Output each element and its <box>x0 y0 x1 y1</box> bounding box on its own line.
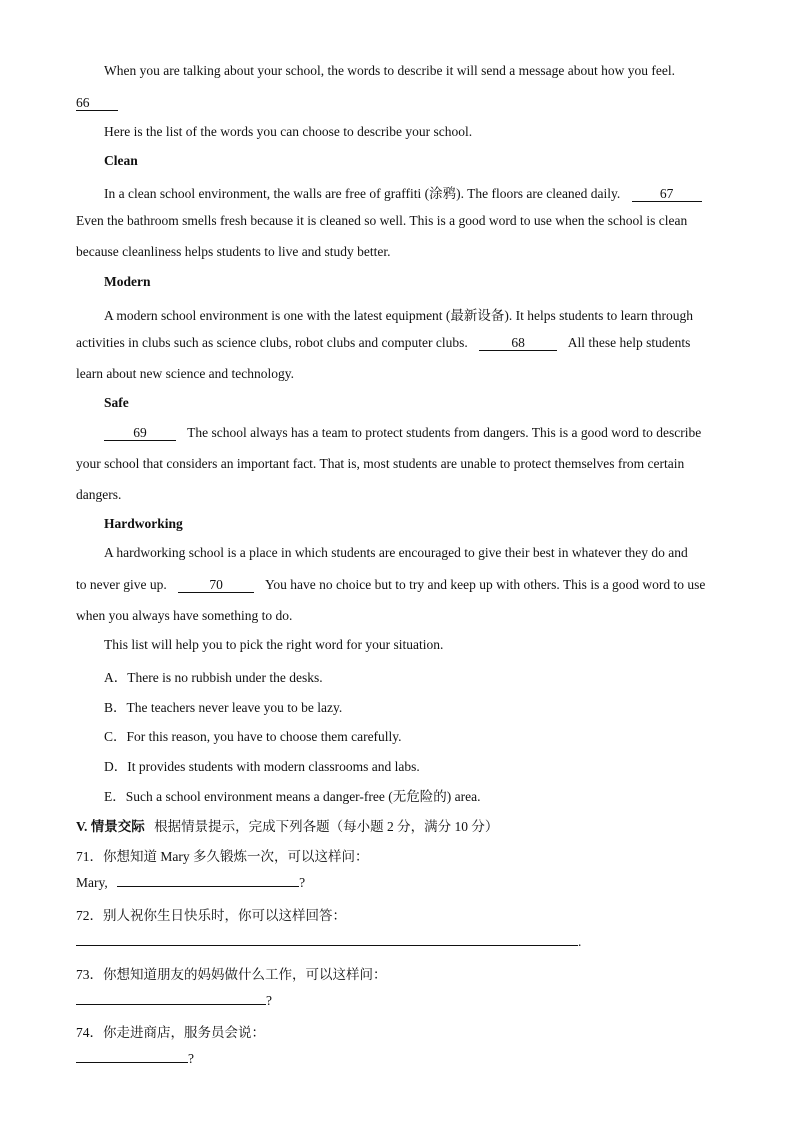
answer-field-71[interactable] <box>117 874 299 887</box>
clean-text-1: In a clean school environment, the walls are free of graffiti (涂鸦). The floors are cleaned daily. <box>104 186 621 201</box>
option-e: E．Such a school environment means a danger-free (无危险的) area. <box>104 789 481 804</box>
hardworking-line-1: A hardworking school is a place in which students are encouraged to give their best in whatever they do and <box>104 545 688 560</box>
answer-blank-66[interactable]: 66 <box>76 96 118 111</box>
answer-blank-69[interactable]: 69 <box>104 426 176 441</box>
clean-line-3: because cleanliness helps students to live and study better. <box>76 244 391 259</box>
list-intro: Here is the list of the words you can choose to describe your school. <box>104 124 473 139</box>
modern-line-1: A modern school environment is one with the latest equipment (最新设备). It helps students to learn through <box>104 308 694 323</box>
modern-text-2b: All these help students <box>567 335 691 350</box>
hardworking-text-2b: You have no choice but to try and keep up with others. This is a good word to use <box>264 577 706 592</box>
heading-modern: Modern <box>104 274 151 289</box>
hardworking-line-2 <box>76 577 705 593</box>
q72-answer-line <box>76 933 581 950</box>
clean-line-1 <box>104 182 702 202</box>
heading-hardworking: Hardworking <box>104 516 183 531</box>
q74-prompt: 74．你走进商店，服务员会说： <box>76 1025 265 1040</box>
section-5-label: V. 情景交际 <box>76 819 145 834</box>
q72-prompt: 72．别人祝你生日快乐时，你可以这样回答： <box>76 908 346 923</box>
modern-text-2a: activities in clubs such as science clubs, robot clubs and computer clubs. <box>76 335 468 350</box>
q73-answer-line <box>76 992 272 1009</box>
q71-answer-line <box>76 874 305 891</box>
blank-66-line <box>76 95 118 111</box>
heading-safe: Safe <box>104 395 129 410</box>
intro-line: When you are talking about your school, the words to describe it will send a message about how you feel. <box>104 63 675 78</box>
safe-text-1: The school always has a team to protect students from dangers. This is a good word to describe <box>187 425 702 440</box>
option-a: A．There is no rubbish under the desks. <box>104 670 323 685</box>
answer-field-72[interactable] <box>76 933 578 946</box>
answer-blank-68[interactable]: 68 <box>479 336 557 351</box>
hardworking-text-2a: to never give up. <box>76 577 167 592</box>
answer-field-73[interactable] <box>76 992 266 1005</box>
q71-end: ? <box>299 875 306 890</box>
q71-prompt: 71．你想知道 Mary 多久锻炼一次，可以这样问： <box>76 849 369 864</box>
q72-end: . <box>578 934 582 949</box>
option-d: D．It provides students with modern classrooms and labs. <box>104 759 420 774</box>
safe-line-3: dangers. <box>76 487 122 502</box>
q73-end: ? <box>266 993 272 1008</box>
q74-answer-line <box>76 1050 194 1067</box>
hardworking-line-3: when you always have something to do. <box>76 608 293 623</box>
answer-blank-70[interactable]: 70 <box>178 578 254 593</box>
option-b: B．The teachers never leave you to be lazy. <box>104 700 343 715</box>
q71-lead: Mary, <box>76 875 108 890</box>
heading-clean: Clean <box>104 153 138 168</box>
option-c: C．For this reason, you have to choose them carefully. <box>104 729 402 744</box>
section-5-instruction: 根据情景提示，完成下列各题（每小题 2 分，满分 10 分） <box>154 819 499 834</box>
q74-end: ? <box>188 1051 194 1066</box>
closing-line: This list will help you to pick the right word for your situation. <box>104 637 444 652</box>
safe-line-2: your school that considers an important fact. That is, most students are unable to protect themselves from certain <box>76 456 685 471</box>
section-5-header <box>76 815 498 835</box>
clean-line-2: Even the bathroom smells fresh because it is cleaned so well. This is a good word to use when the school is clean <box>76 213 688 228</box>
modern-line-2 <box>76 335 690 351</box>
modern-line-3: learn about new science and technology. <box>76 366 295 381</box>
answer-field-74[interactable] <box>76 1050 188 1063</box>
q73-prompt: 73．你想知道朋友的妈妈做什么工作，可以这样问： <box>76 967 387 982</box>
safe-line-1 <box>104 425 701 441</box>
answer-blank-67[interactable]: 67 <box>632 187 702 202</box>
